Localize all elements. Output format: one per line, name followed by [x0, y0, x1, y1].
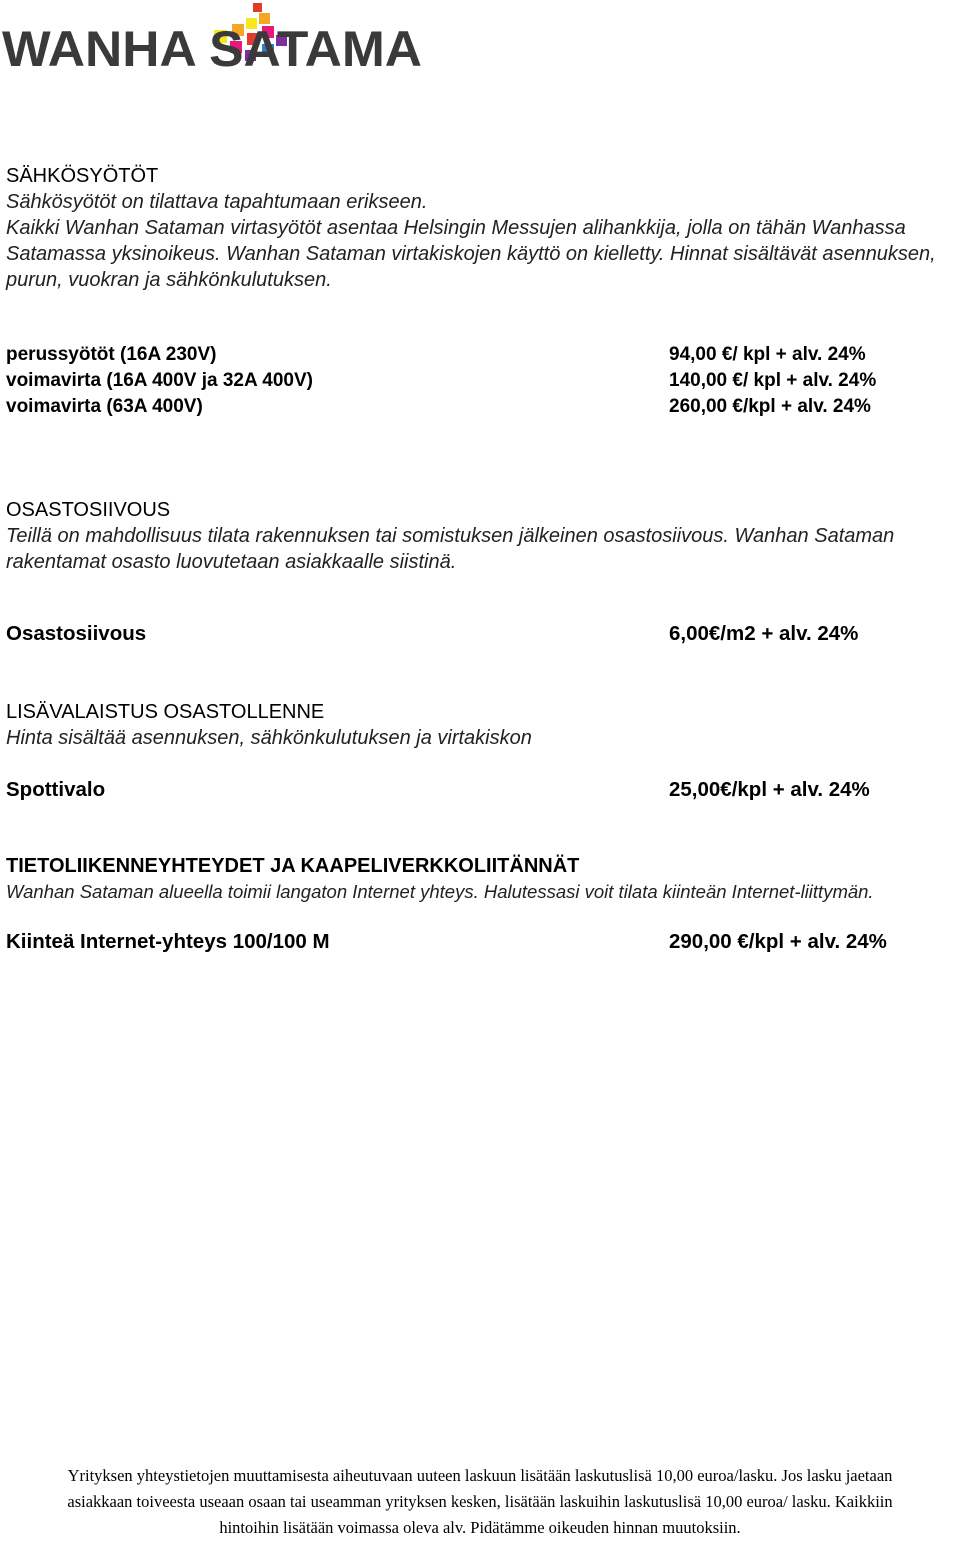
price-item-name: perussyötöt (16A 230V): [6, 344, 217, 365]
price-row: [6, 777, 946, 803]
price-item-value: 140,00 €/ kpl + alv. 24%: [669, 370, 877, 391]
section-heading-osastosiivous: OSASTOSIIVOUS: [6, 499, 171, 521]
price-item-name: Spottivalo: [6, 778, 106, 801]
section-heading-tietoliikenne: TIETOLIIKENNEYHTEYDET JA KAAPELIVERKKOLIITÄNNÄT: [6, 855, 580, 877]
price-item-name: Kiinteä Internet-yhteys 100/100 M: [6, 930, 330, 953]
price-item-value: 260,00 €/kpl + alv. 24%: [669, 396, 871, 417]
section-heading-lisavalaistus: LISÄVALAISTUS OSASTOLLENNE: [6, 701, 325, 723]
price-row: [6, 621, 946, 647]
price-item-value: 94,00 €/ kpl + alv. 24%: [669, 344, 866, 365]
price-item-name: voimavirta (16A 400V ja 32A 400V): [6, 370, 313, 391]
price-row: [6, 929, 946, 955]
section-text-tietoliikenne: Wanhan Sataman alueella toimii langaton Internet yhteys. Halutessasi voit tilata kiinteän Internet-liittymän.: [6, 881, 874, 902]
price-item-name: Osastosiivous: [6, 622, 147, 645]
price-item-name: voimavirta (63A 400V): [6, 396, 203, 417]
price-row: [6, 368, 946, 394]
price-item-value: 6,00€/m2 + alv. 24%: [669, 622, 859, 645]
price-row: [6, 394, 946, 420]
price-item-value: 290,00 €/kpl + alv. 24%: [669, 930, 887, 953]
section-heading-sahkosyotot: SÄHKÖSYÖTÖT: [6, 165, 159, 187]
logo-text: WANHA SATAMA: [2, 21, 422, 77]
footer-note: Yrityksen yhteystietojen muuttamisesta aiheutuvaan uuteen laskuun lisätään laskutuslisä 10,00 euroa/lasku. Jos lasku jaetaan asiakkaan toiveesta useaan osaan tai useamman yrityksen kesken, lisätään laskuihin laskutuslisä 10,00 euroa/ lasku. Kaikkiin hintoihin lisätään voimassa oleva alv. Pidätämme oikeuden hinnan muutoksiin.: [67, 1466, 893, 1537]
wanha-satama-logo: [0, 0, 430, 80]
price-item-value: 25,00€/kpl + alv. 24%: [669, 778, 870, 801]
section-text-sahkosyotot: Sähkösyötöt on tilattava tapahtumaan erikseen. Kaikki Wanhan Sataman virtasyötöt asentaa Helsingin Messujen alihankkija, jolla on tähän Wanhassa Satamassa yksinoikeus. Wanhan Sataman virtakiskojen käyttö on kielletty. Hinnat sisältävät asennuksen, purun, vuokran ja sähkönkulutuksen.: [6, 191, 936, 291]
section-text-lisavalaistus: Hinta sisältää asennuksen, sähkönkulutuksen ja virtakiskon: [6, 727, 532, 749]
price-row: [6, 342, 946, 368]
section-text-osastosiivous: Teillä on mahdollisuus tilata rakennuksen tai somistuksen jälkeinen osastosiivous. Wanhan Sataman rakentamat osasto luovutetaan asiakkaalle siistinä.: [6, 525, 895, 573]
